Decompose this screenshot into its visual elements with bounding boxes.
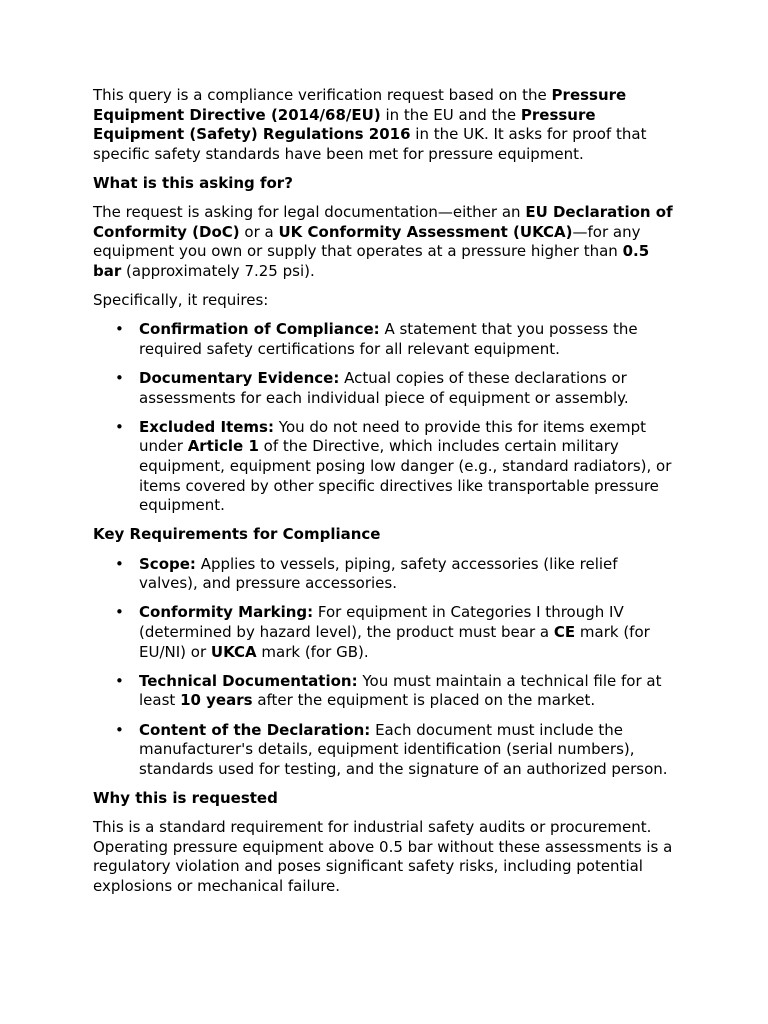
- list-item-text: mark (for GB).: [256, 642, 369, 661]
- request-text-3: —for any equipment you own or supply that operates at a pressure higher than: [93, 222, 641, 261]
- section-heading-why-requested: Why this is requested: [93, 788, 278, 807]
- list-item-bold-article: Article 1: [187, 437, 259, 456]
- list-item-text: For equipment in Categories I through IV (determined by hazard level), the product must bear a: [139, 603, 624, 641]
- list-item-bold-years: 10 years: [180, 691, 253, 710]
- list-item-label: Documentary Evidence:: [139, 369, 340, 388]
- list-item: [115, 554, 673, 594]
- intro-bold-directive: Pressure Equipment Directive (2014/68/EU): [93, 86, 627, 124]
- list-item-text: A statement that you possess the required safety certifications for all relevant equipment.: [139, 320, 638, 358]
- requires-lead: Specifically, it requires:: [93, 291, 269, 310]
- list-item-text: Each document must include the manufacturer's details, equipment identification (serial numbers), standards used for testing, and the signature of an authorized person.: [139, 720, 668, 778]
- list-item-text: after the equipment is placed on the market.: [252, 691, 596, 710]
- request-text-2: or a: [239, 222, 279, 241]
- intro-paragraph: [93, 86, 673, 164]
- list-item-bold-ukca: UKCA: [210, 642, 257, 661]
- bullet-icon: •: [115, 720, 124, 739]
- intro-text-3: in the UK. It asks for proof that specific safety standards have been met for pressure equipment.: [93, 125, 647, 163]
- list-item: [115, 417, 673, 516]
- list-item-label: Technical Documentation:: [139, 671, 358, 690]
- list-item-label: Excluded Items:: [139, 417, 274, 436]
- bullet-icon: •: [115, 554, 124, 573]
- bullet-icon: •: [115, 320, 124, 339]
- request-bold-doc: EU Declaration of Conformity (DoC): [93, 203, 673, 241]
- list-item-label: Scope:: [139, 554, 196, 573]
- request-paragraph: [93, 203, 673, 281]
- list-item-text: of the Directive, which includes certain military equipment, equipment posing low danger (e.g., standard radiators), or items covered by other specific directives like transportable pressure equipment.: [139, 437, 672, 515]
- list-item-label: Content of the Declaration:: [139, 720, 371, 739]
- list-item-label: Conformity Marking:: [139, 603, 314, 622]
- list-item-bold-ce: CE: [553, 623, 576, 641]
- list-item-text: You do not need to provide this for items exempt under: [139, 417, 646, 456]
- list-item-text: Applies to vessels, piping, safety accessories (like relief valves), and pressure accessories.: [139, 554, 618, 593]
- why-paragraph: This is a standard requirement for industrial safety audits or procurement. Operating pressure equipment above 0.5 bar without these assessments is a regulatory violation and poses significant safety risks, including potential explosions or mechanical failure.: [93, 818, 673, 895]
- document-body: [93, 86, 673, 906]
- request-text-1: The request is asking for legal documentation—either an: [93, 203, 526, 222]
- bullet-icon: •: [115, 671, 124, 690]
- list-item-text: mark (for EU/NI) or: [139, 623, 650, 661]
- requirements-list: [93, 320, 673, 516]
- intro-bold-regulations: Pressure Equipment (Safety) Regulations 2016: [93, 105, 596, 144]
- list-item-text: You must maintain a technical file for at least: [139, 671, 662, 710]
- list-item: [115, 671, 673, 711]
- list-item-label: Confirmation of Compliance:: [139, 320, 380, 339]
- list-item-text: Actual copies of these declarations or assessments for each individual piece of equipment or assembly.: [139, 369, 629, 407]
- section-heading-key-requirements: Key Requirements for Compliance: [93, 525, 381, 544]
- list-item: [115, 369, 673, 408]
- intro-text-2: in the EU and the: [380, 105, 521, 124]
- bullet-icon: •: [115, 603, 124, 622]
- list-item: [115, 320, 673, 359]
- request-bold-pressure: 0.5 bar: [93, 242, 650, 280]
- section-heading-what-asking: What is this asking for?: [93, 173, 293, 192]
- bullet-icon: •: [115, 417, 124, 436]
- list-item: [115, 603, 673, 662]
- list-item: [115, 720, 673, 780]
- intro-text-1: This query is a compliance verification request based on the: [93, 86, 552, 104]
- key-requirements-list: [93, 555, 673, 780]
- request-bold-ukca: UK Conformity Assessment (UKCA): [278, 222, 573, 241]
- request-text-4: (approximately 7.25 psi).: [121, 261, 315, 280]
- bullet-icon: •: [115, 369, 124, 388]
